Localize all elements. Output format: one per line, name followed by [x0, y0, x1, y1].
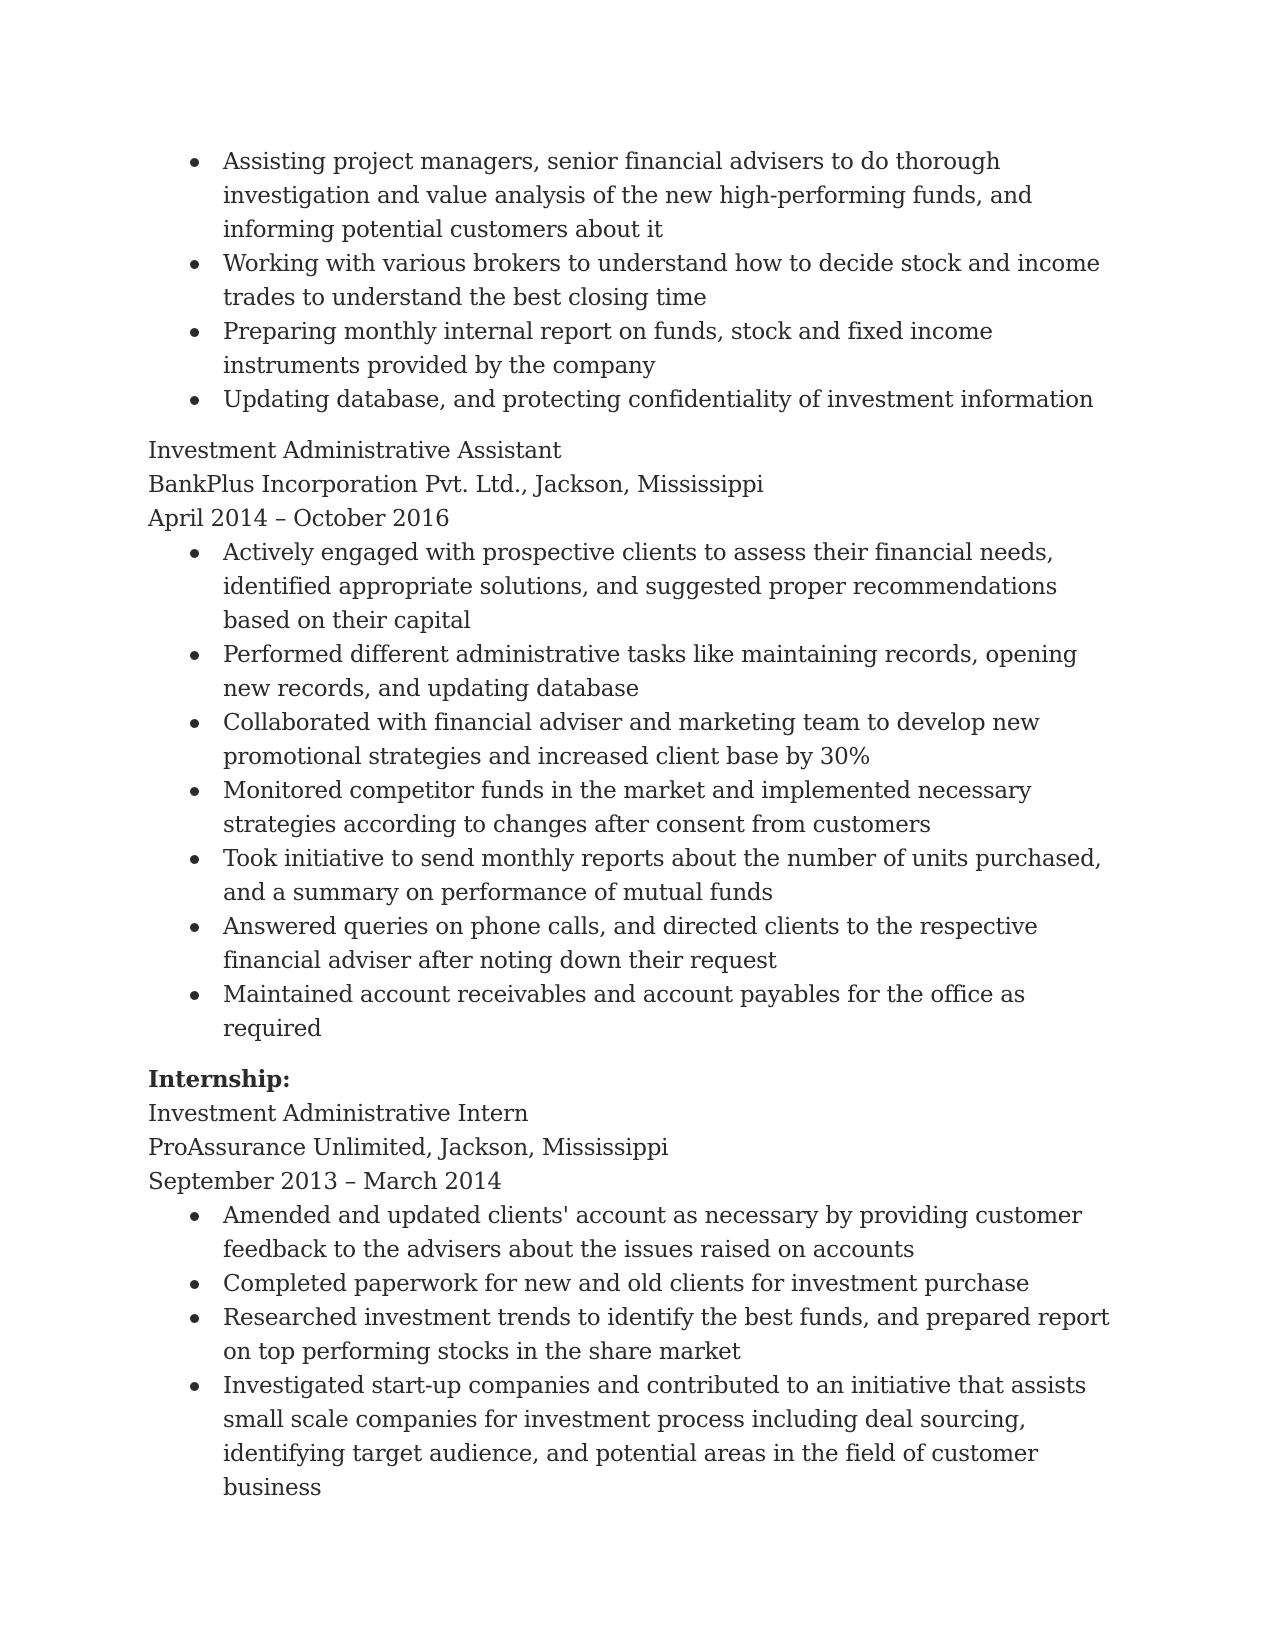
internship-dates: September 2013 – March 2014: [148, 1169, 502, 1195]
list-item: Answered queries on phone calls, and directed clients to the respective financial adviser after noting down their request: [148, 910, 1128, 978]
spacer: [148, 1046, 1128, 1063]
list-item: Investigated start-up companies and contributed to an initiative that assists small scale companies for investment process including deal sourcing, identifying target audience, and potential areas in the field of customer business: [148, 1369, 1128, 1505]
list-item: Took initiative to send monthly reports about the number of units purchased, and a summary on performance of mutual funds: [148, 842, 1128, 910]
list-item: Completed paperwork for new and old clients for investment purchase: [148, 1267, 1128, 1301]
company-name: BankPlus Incorporation Pvt. Ltd., Jackson, Mississippi: [148, 472, 764, 498]
list-item: Collaborated with financial adviser and marketing team to develop new promotional strategies and increased client base by 30%: [148, 706, 1128, 774]
list-item: Working with various brokers to understand how to decide stock and income trades to understand the best closing time: [148, 247, 1128, 315]
employment-dates: April 2014 – October 2016: [148, 506, 450, 532]
internship-title: Investment Administrative Intern: [148, 1101, 529, 1127]
internship-heading: Internship:: [148, 1066, 291, 1093]
list-item: Updating database, and protecting confidentiality of investment information: [148, 383, 1128, 417]
list-item: Researched investment trends to identify the best funds, and prepared report on top performing stocks in the share market: [148, 1301, 1128, 1369]
list-item: Monitored competitor funds in the market and implemented necessary strategies according to changes after consent from customers: [148, 774, 1128, 842]
list-item: Assisting project managers, senior financial advisers to do thorough investigation and value analysis of the new high-performing funds, and informing potential customers about it: [148, 145, 1128, 247]
second-job-bullet-list: [148, 536, 1128, 1046]
job-title: Investment Administrative Assistant: [148, 438, 562, 464]
list-item: Preparing monthly internal report on funds, stock and fixed income instruments provided by the company: [148, 315, 1128, 383]
resume-page: [148, 145, 1128, 1505]
list-item: Amended and updated clients' account as necessary by providing customer feedback to the advisers about the issues raised on accounts: [148, 1199, 1128, 1267]
list-item: Maintained account receivables and account payables for the office as required: [148, 978, 1128, 1046]
internship-company: ProAssurance Unlimited, Jackson, Mississippi: [148, 1135, 669, 1161]
spacer: [148, 417, 1128, 434]
internship-bullet-list: [148, 1199, 1128, 1505]
first-job-bullet-list: [148, 145, 1128, 417]
list-item: Performed different administrative tasks like maintaining records, opening new records, and updating database: [148, 638, 1128, 706]
list-item: Actively engaged with prospective clients to assess their financial needs, identified appropriate solutions, and suggested proper recommendations based on their capital: [148, 536, 1128, 638]
